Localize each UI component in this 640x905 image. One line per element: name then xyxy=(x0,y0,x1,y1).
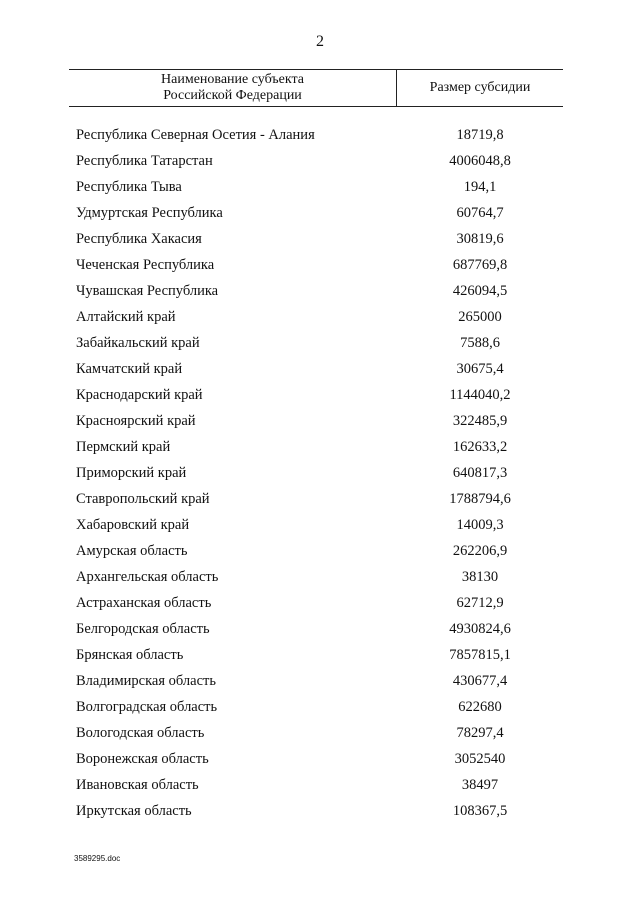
subsidy-amount: 3052540 xyxy=(454,751,506,767)
table-row xyxy=(0,384,640,410)
subject-name: Амурская область xyxy=(76,543,188,559)
subsidy-amount: 265000 xyxy=(458,309,502,325)
subsidy-amount: 322485,9 xyxy=(452,413,508,429)
subsidy-table-body xyxy=(0,124,640,826)
subject-name: Брянская область xyxy=(76,647,184,663)
subject-name: Забайкальский край xyxy=(76,335,200,351)
table-row xyxy=(0,540,640,566)
subsidy-amount: 426094,5 xyxy=(452,283,508,299)
document-filename: 3589295.doc xyxy=(74,854,121,863)
subsidy-amount: 1144040,2 xyxy=(449,387,511,403)
subsidy-amount: 60764,7 xyxy=(456,205,504,221)
table-row xyxy=(0,644,640,670)
subsidy-amount: 194,1 xyxy=(463,179,497,195)
table-row xyxy=(0,748,640,774)
subsidy-amount: 14009,3 xyxy=(456,517,504,533)
subject-name: Ивановская область xyxy=(76,777,199,793)
table-row xyxy=(0,800,640,826)
subsidy-amount: 622680 xyxy=(458,699,502,715)
subject-name: Республика Татарстан xyxy=(76,153,213,169)
subject-name: Ставропольский край xyxy=(76,491,210,507)
subject-name: Камчатский край xyxy=(76,361,183,377)
table-row xyxy=(0,202,640,228)
subject-name: Архангельская область xyxy=(76,569,219,585)
subject-name: Иркутская область xyxy=(76,803,192,819)
table-row xyxy=(0,436,640,462)
table-row xyxy=(0,592,640,618)
table-row xyxy=(0,618,640,644)
subject-name: Белгородская область xyxy=(76,621,210,637)
subject-name: Красноярский край xyxy=(76,413,196,429)
table-row xyxy=(0,722,640,748)
table-row xyxy=(0,332,640,358)
subsidy-amount: 30819,6 xyxy=(456,231,504,247)
table-row xyxy=(0,254,640,280)
table-row xyxy=(0,514,640,540)
subject-name: Чувашская Республика xyxy=(76,283,219,299)
subsidy-amount: 430677,4 xyxy=(452,673,508,689)
table-row xyxy=(0,280,640,306)
header-subject-name-line2: Российской Федерации xyxy=(163,88,302,103)
table-row xyxy=(0,306,640,332)
subject-name: Воронежская область xyxy=(76,751,209,767)
table-row xyxy=(0,566,640,592)
table-row xyxy=(0,176,640,202)
table-row xyxy=(0,358,640,384)
subject-name: Пермский край xyxy=(76,439,171,455)
subsidy-amount: 687769,8 xyxy=(452,257,508,273)
subsidy-amount: 1788794,6 xyxy=(449,491,511,507)
table-row xyxy=(0,462,640,488)
subject-name: Удмуртская Республика xyxy=(76,205,223,221)
subject-name: Хабаровский край xyxy=(76,517,190,533)
table-row xyxy=(0,488,640,514)
subject-name: Чеченская Республика xyxy=(76,257,215,273)
table-row xyxy=(0,150,640,176)
header-subject-name xyxy=(69,70,396,106)
subsidy-amount: 18719,8 xyxy=(456,127,504,143)
subsidy-amount: 108367,5 xyxy=(452,803,508,819)
subsidy-amount: 30675,4 xyxy=(456,361,504,377)
table-row xyxy=(0,774,640,800)
table-row xyxy=(0,670,640,696)
subject-name: Республика Северная Осетия - Алания xyxy=(76,127,315,143)
subject-name: Астраханская область xyxy=(76,595,212,611)
subject-name: Вологодская область xyxy=(76,725,205,741)
subject-name: Владимирская область xyxy=(76,673,216,689)
subsidy-amount: 62712,9 xyxy=(456,595,504,611)
subject-name: Республика Хакасия xyxy=(76,231,202,247)
table-row xyxy=(0,228,640,254)
subsidy-amount: 640817,3 xyxy=(452,465,508,481)
subject-name: Приморский край xyxy=(76,465,187,481)
subsidy-amount: 7857815,1 xyxy=(449,647,511,663)
header-subsidy-amount: Размер субсидии xyxy=(429,80,531,95)
subject-name: Волгоградская область xyxy=(76,699,218,715)
subject-name: Краснодарский край xyxy=(76,387,203,403)
subsidy-amount: 7588,6 xyxy=(460,335,500,351)
subsidy-amount: 78297,4 xyxy=(456,725,504,741)
table-row xyxy=(0,410,640,436)
subject-name: Алтайский край xyxy=(76,309,176,325)
subsidy-amount: 162633,2 xyxy=(452,439,508,455)
subsidy-amount: 262206,9 xyxy=(452,543,508,559)
subsidy-amount: 4006048,8 xyxy=(449,153,511,169)
page-number: 2 xyxy=(316,33,324,50)
subsidy-amount: 4930824,6 xyxy=(449,621,511,637)
subsidy-amount: 38497 xyxy=(461,777,499,793)
subject-name: Республика Тыва xyxy=(76,179,182,195)
table-row xyxy=(0,696,640,722)
header-subject-name-line1: Наименование субъекта xyxy=(161,72,304,87)
subsidy-amount: 38130 xyxy=(461,569,499,585)
table-header xyxy=(69,69,563,107)
table-row xyxy=(0,124,640,150)
